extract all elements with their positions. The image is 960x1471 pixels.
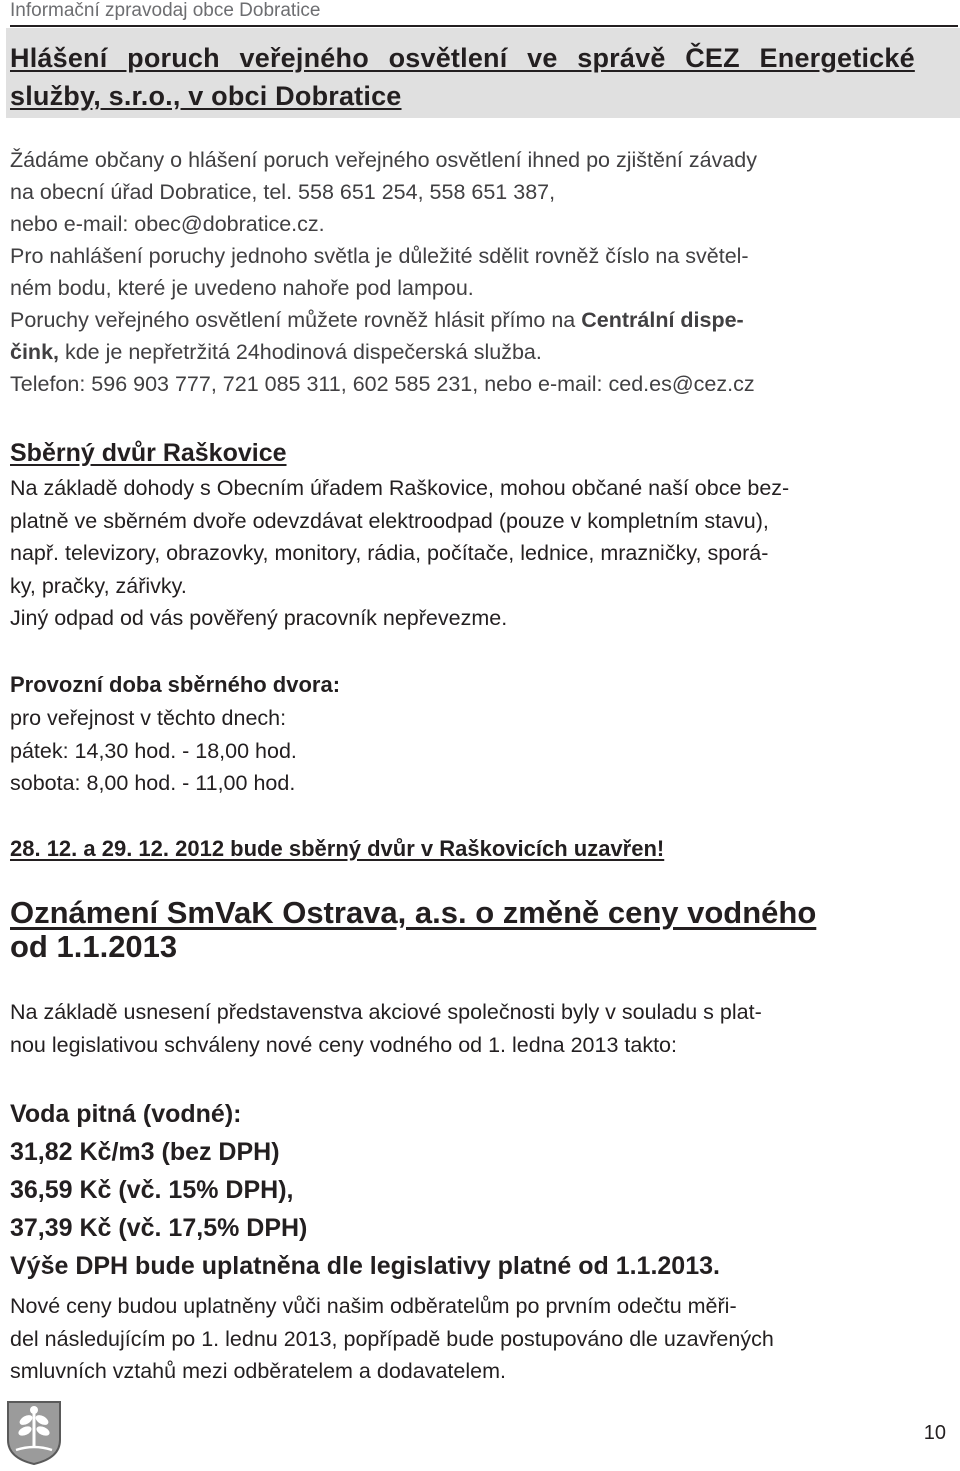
title-line-2: služby, s.r.o., v obci Dobratice xyxy=(10,81,402,111)
paragraph-line: Na základě usnesení představenstva akciové společnosti byly v souladu s plat- xyxy=(10,1000,762,1024)
paragraph-line: nebo e-mail: obec@dobratice.cz. xyxy=(10,212,325,236)
dispatch-center-label-cont: čink, xyxy=(10,340,59,364)
price-line: 31,82 Kč/m3 (bez DPH) xyxy=(10,1138,280,1166)
section-title-street-lighting xyxy=(10,39,958,115)
water-price-intro xyxy=(10,996,958,1061)
paragraph-line: Na základě dohody s Obecním úřadem Raškovice, mohou občané naší obce bez- xyxy=(10,476,790,500)
paragraph-line: del následujícím po 1. lednu 2013, popřípadě bude postupováno dle uzavřených xyxy=(10,1326,774,1351)
paragraph-line: platně ve sběrném dvoře odevzdávat elektroodpad (pouze v kompletním stavu), xyxy=(10,508,769,533)
water-price-closing xyxy=(10,1290,958,1388)
dispatch-line-2 xyxy=(10,336,958,368)
paragraph-line: smluvních vztahů mezi odběratelem a dodavatelem. xyxy=(10,1359,506,1383)
paragraph-line: Nové ceny budou uplatněny vůči našim odběratelům po prvním odečtu měři- xyxy=(10,1294,737,1318)
title-line-1: Oznámení SmVaK Ostrava, a.s. o změně ceny vodného xyxy=(10,895,817,930)
price-line: 37,39 Kč (vč. 17,5% DPH) xyxy=(10,1214,308,1242)
newsletter-title: Informační zpravodaj obce Dobratice xyxy=(10,0,321,21)
hours-line: sobota: 8,00 hod. - 11,00 hod. xyxy=(10,771,296,795)
paragraph-line: ném bodu, které je uvedeno nahoře pod lampou. xyxy=(10,276,474,300)
dispatch-center-label: Centrální dispe- xyxy=(581,308,744,332)
paragraph-line: Jiný odpad od vás pověřený pracovník nepřevezme. xyxy=(10,606,508,630)
dispatch-text: kde je nepřetržitá 24hodinová dispečerská služba. xyxy=(59,340,542,364)
paragraph-line: ky, pračky, zářivky. xyxy=(10,573,187,598)
paragraph-line: Pro nahlášení poruchy jednoho světla je důležité sdělit rovněž číslo na světel- xyxy=(10,244,749,268)
opening-hours-title: Provozní doba sběrného dvora: xyxy=(10,672,341,697)
vat-notice: Výše DPH bude uplatněna dle legislativy platné od 1.1.2013. xyxy=(10,1252,720,1280)
section-title-collection-yard: Sběrný dvůr Raškovice xyxy=(10,439,287,467)
collection-yard-text xyxy=(10,472,958,635)
phone-line: Telefon: 596 903 777, 721 085 311, 602 585 231, nebo e-mail: ced.es@cez.cz xyxy=(10,372,755,396)
title-line-2: od 1.1.2013 xyxy=(10,929,178,964)
water-prices xyxy=(10,1095,958,1285)
paragraph-line: nou legislativou schváleny nové ceny vodného od 1. ledna 2013 takto: xyxy=(10,1032,677,1057)
dispatch-text: Poruchy veřejného osvětlení můžete rovněž hlásit přímo na xyxy=(10,308,582,332)
dispatch-line-1 xyxy=(10,304,958,336)
header-rule xyxy=(10,25,958,27)
price-line: Voda pitná (vodné): xyxy=(10,1100,242,1128)
municipal-coat-of-arms-icon xyxy=(6,1400,62,1466)
paragraph-line: např. televizory, obrazovky, monitory, rádia, počítače, lednice, mrazničky, sporá- xyxy=(10,541,769,565)
page-number: 10 xyxy=(923,1422,946,1444)
paragraph-line: na obecní úřad Dobratice, tel. 558 651 254, 558 651 387, xyxy=(10,180,556,204)
paragraph-line: Žádáme občany o hlášení poruch veřejného osvětlení ihned po zjištění závady xyxy=(10,148,757,172)
lighting-report-text xyxy=(10,144,958,400)
title-line-1: Hlášení poruch veřejného osvětlení ve správě ČEZ Energetické xyxy=(10,43,915,73)
hours-line: pátek: 14,30 hod. - 18,00 hod. xyxy=(10,738,297,763)
price-line: 36,59 Kč (vč. 15% DPH), xyxy=(10,1176,294,1204)
hours-line: pro veřejnost v těchto dnech: xyxy=(10,706,287,730)
section-title-water-price xyxy=(10,896,958,964)
closure-notice: 28. 12. a 29. 12. 2012 bude sběrný dvůr v Raškovicích uzavřen! xyxy=(10,836,665,861)
opening-hours xyxy=(10,702,958,800)
